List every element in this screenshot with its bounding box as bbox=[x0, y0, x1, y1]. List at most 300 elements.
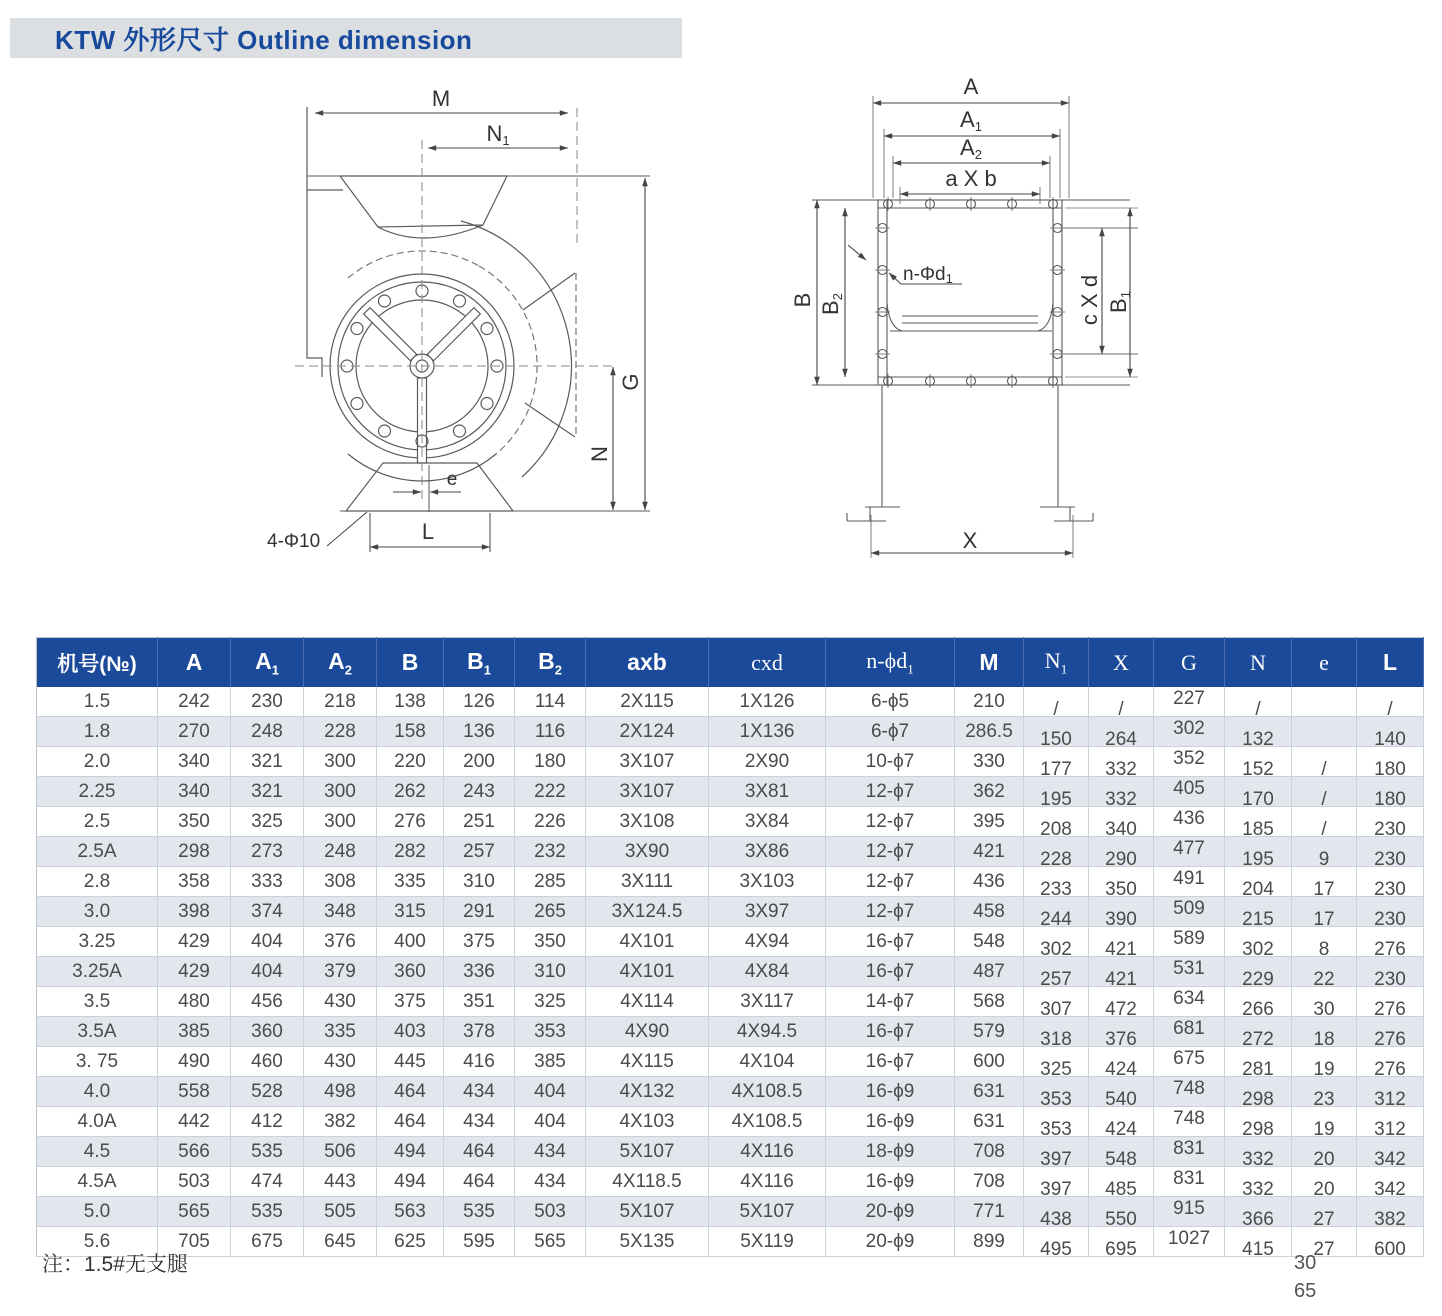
cell-r11-c8: 4X94.5 bbox=[709, 1017, 826, 1047]
cell-r11-c7: 4X90 bbox=[586, 1017, 709, 1047]
column-header-11: $N_1$ bbox=[1024, 638, 1089, 688]
cell-r6-c11: 233 bbox=[1024, 867, 1089, 897]
cell-r15-c8: 4X116 bbox=[709, 1137, 826, 1167]
cell-r1-c13: 302 bbox=[1154, 717, 1225, 747]
cell-r11-c10: 579 bbox=[955, 1017, 1024, 1047]
cell-r17-c2: 535 bbox=[231, 1197, 304, 1227]
cell-r10-c2: 456 bbox=[231, 987, 304, 1017]
cell-r3-c9: 12-ϕ7 bbox=[826, 777, 955, 807]
cell-r1-c3: 228 bbox=[304, 717, 377, 747]
table-header-row bbox=[37, 638, 1424, 688]
cell-r14-c15: 19 bbox=[1292, 1107, 1357, 1137]
cell-r15-c5: 464 bbox=[444, 1137, 515, 1167]
dim-label-A: A bbox=[963, 74, 979, 99]
cell-r9-c7: 4X101 bbox=[586, 957, 709, 987]
dim-label-A2: A2 bbox=[960, 135, 982, 162]
cell-r18-c5: 595 bbox=[444, 1227, 515, 1257]
cell-r8-c12: 421 bbox=[1089, 927, 1154, 957]
cell-r7-c9: 12-ϕ7 bbox=[826, 897, 955, 927]
cell-r4-c1: 350 bbox=[158, 807, 231, 837]
cell-r1-c14: 132 bbox=[1225, 717, 1292, 747]
cell-r16-c5: 464 bbox=[444, 1167, 515, 1197]
cell-r13-c3: 498 bbox=[304, 1077, 377, 1107]
cell-r8-c13: 589 bbox=[1154, 927, 1225, 957]
column-header-16: L bbox=[1357, 638, 1424, 688]
table-row-4.0A bbox=[37, 1107, 1424, 1137]
cell-r16-c4: 494 bbox=[377, 1167, 444, 1197]
cell-r9-c11: 257 bbox=[1024, 957, 1089, 987]
cell-r7-c15: 17 bbox=[1292, 897, 1357, 927]
cell-r8-c0: 3.25 bbox=[37, 927, 158, 957]
cell-r10-c15: 30 bbox=[1292, 987, 1357, 1017]
cell-r5-c7: 3X90 bbox=[586, 837, 709, 867]
cell-r0-c7: 2X115 bbox=[586, 687, 709, 717]
cell-r9-c6: 310 bbox=[515, 957, 586, 987]
cell-r7-c2: 374 bbox=[231, 897, 304, 927]
cell-r15-c10: 708 bbox=[955, 1137, 1024, 1167]
column-header-12: X bbox=[1089, 638, 1154, 688]
cell-r13-c14: 298 bbox=[1225, 1077, 1292, 1107]
dim-label-L: L bbox=[421, 519, 435, 544]
cell-r17-c15: 27 bbox=[1292, 1197, 1357, 1227]
cell-r5-c12: 290 bbox=[1089, 837, 1154, 867]
cell-r18-c6: 565 bbox=[515, 1227, 586, 1257]
cell-r3-c10: 362 bbox=[955, 777, 1024, 807]
cell-r8-c11: 302 bbox=[1024, 927, 1089, 957]
cell-r14-c0: 4.0A bbox=[37, 1107, 158, 1137]
cell-r0-c10: 210 bbox=[955, 687, 1024, 717]
cell-r2-c5: 200 bbox=[444, 747, 515, 777]
cell-r12-c2: 460 bbox=[231, 1047, 304, 1077]
cell-r18-c1: 705 bbox=[158, 1227, 231, 1257]
cell-r15-c15: 20 bbox=[1292, 1137, 1357, 1167]
dim-label-n-phi-d1: n-Φd1 bbox=[903, 264, 953, 286]
cell-r4-c3: 300 bbox=[304, 807, 377, 837]
dim-label-e: e bbox=[446, 469, 458, 490]
cell-r3-c8: 3X81 bbox=[709, 777, 826, 807]
cell-r7-c3: 348 bbox=[304, 897, 377, 927]
cell-r8-c1: 429 bbox=[158, 927, 231, 957]
cell-r5-c10: 421 bbox=[955, 837, 1024, 867]
cell-r11-c14: 272 bbox=[1225, 1017, 1292, 1047]
cell-r7-c7: 3X124.5 bbox=[586, 897, 709, 927]
cell-r5-c3: 248 bbox=[304, 837, 377, 867]
cell-r18-c3: 645 bbox=[304, 1227, 377, 1257]
dim-label-B: B bbox=[790, 292, 815, 308]
cell-r0-c8: 1X126 bbox=[709, 687, 826, 717]
table-row-2.5A bbox=[37, 837, 1424, 867]
cell-r7-c14: 215 bbox=[1225, 897, 1292, 927]
column-header-7: axb bbox=[586, 638, 709, 688]
cell-r1-c12: 264 bbox=[1089, 717, 1154, 747]
bolt-spec-label: 4-Φ10 bbox=[267, 531, 321, 552]
table-row-3.0 bbox=[37, 897, 1424, 927]
cell-r5-c16: 230 bbox=[1357, 837, 1424, 867]
fan-side-view-drawing bbox=[790, 60, 1220, 580]
cell-r18-c15: 27 bbox=[1292, 1227, 1357, 1257]
cell-r2-c2: 321 bbox=[231, 747, 304, 777]
cell-r9-c12: 421 bbox=[1089, 957, 1154, 987]
cell-r1-c6: 116 bbox=[515, 717, 586, 747]
cell-r16-c3: 443 bbox=[304, 1167, 377, 1197]
cell-r1-c8: 1X136 bbox=[709, 717, 826, 747]
cell-r2-c3: 300 bbox=[304, 747, 377, 777]
cell-r11-c4: 403 bbox=[377, 1017, 444, 1047]
stray-value: 65 bbox=[1294, 1280, 1317, 1302]
cell-r9-c0: 3.25A bbox=[37, 957, 158, 987]
table-row-3.25 bbox=[37, 927, 1424, 957]
cell-r13-c5: 434 bbox=[444, 1077, 515, 1107]
cell-r16-c2: 474 bbox=[231, 1167, 304, 1197]
cell-r2-c4: 220 bbox=[377, 747, 444, 777]
cell-r9-c9: 16-ϕ7 bbox=[826, 957, 955, 987]
cell-r7-c8: 3X97 bbox=[709, 897, 826, 927]
column-header-2: $A_1$ bbox=[231, 638, 304, 688]
cell-r15-c13: 831 bbox=[1154, 1137, 1225, 1167]
cell-r12-c5: 416 bbox=[444, 1047, 515, 1077]
table-row-2.25 bbox=[37, 777, 1424, 807]
cell-r7-c12: 390 bbox=[1089, 897, 1154, 927]
column-header-6: $B_2$ bbox=[515, 638, 586, 688]
cell-r14-c11: 353 bbox=[1024, 1107, 1089, 1137]
cell-r2-c1: 340 bbox=[158, 747, 231, 777]
cell-r4-c13: 436 bbox=[1154, 807, 1225, 837]
flange-bolts-top bbox=[884, 197, 1058, 211]
cell-r18-c14: 415 bbox=[1225, 1227, 1292, 1257]
cell-r14-c7: 4X103 bbox=[586, 1107, 709, 1137]
cell-r3-c12: 332 bbox=[1089, 777, 1154, 807]
cell-r0-c16: / bbox=[1357, 687, 1424, 717]
cell-r4-c6: 226 bbox=[515, 807, 586, 837]
cell-r14-c14: 298 bbox=[1225, 1107, 1292, 1137]
cell-r17-c6: 503 bbox=[515, 1197, 586, 1227]
cell-r12-c13: 675 bbox=[1154, 1047, 1225, 1077]
cell-r7-c10: 458 bbox=[955, 897, 1024, 927]
cell-r10-c1: 480 bbox=[158, 987, 231, 1017]
cell-r7-c11: 244 bbox=[1024, 897, 1089, 927]
cell-r16-c7: 4X118.5 bbox=[586, 1167, 709, 1197]
cell-r10-c5: 351 bbox=[444, 987, 515, 1017]
cell-r10-c9: 14-ϕ7 bbox=[826, 987, 955, 1017]
cell-r1-c4: 158 bbox=[377, 717, 444, 747]
table-row-2.8 bbox=[37, 867, 1424, 897]
cell-r2-c15: / bbox=[1292, 747, 1357, 777]
cell-r10-c8: 3X117 bbox=[709, 987, 826, 1017]
cell-r0-c0: 1.5 bbox=[37, 687, 158, 717]
cell-r16-c14: 332 bbox=[1225, 1167, 1292, 1197]
cell-r1-c10: 286.5 bbox=[955, 717, 1024, 747]
cell-r18-c0: 5.6 bbox=[37, 1227, 158, 1257]
cell-r0-c15 bbox=[1292, 687, 1357, 717]
cell-r10-c14: 266 bbox=[1225, 987, 1292, 1017]
cell-r11-c11: 318 bbox=[1024, 1017, 1089, 1047]
cell-r8-c2: 404 bbox=[231, 927, 304, 957]
cell-r11-c15: 18 bbox=[1292, 1017, 1357, 1047]
cell-r9-c16: 230 bbox=[1357, 957, 1424, 987]
cell-r0-c12: / bbox=[1089, 687, 1154, 717]
cell-r13-c16: 312 bbox=[1357, 1077, 1424, 1107]
table-row-4.0 bbox=[37, 1077, 1424, 1107]
cell-r10-c10: 568 bbox=[955, 987, 1024, 1017]
cell-r2-c14: 152 bbox=[1225, 747, 1292, 777]
cell-r6-c7: 3X111 bbox=[586, 867, 709, 897]
cell-r3-c7: 3X107 bbox=[586, 777, 709, 807]
table-row-3.5 bbox=[37, 987, 1424, 1017]
dim-label-N1: N1 bbox=[486, 121, 510, 148]
dim-label-G: G bbox=[618, 373, 643, 391]
cell-r15-c6: 434 bbox=[515, 1137, 586, 1167]
cell-r0-c14: / bbox=[1225, 687, 1292, 717]
cell-r11-c13: 681 bbox=[1154, 1017, 1225, 1047]
cell-r13-c11: 353 bbox=[1024, 1077, 1089, 1107]
cell-r18-c4: 625 bbox=[377, 1227, 444, 1257]
cell-r9-c8: 4X84 bbox=[709, 957, 826, 987]
fan-front-view-drawing bbox=[255, 80, 660, 580]
cell-r15-c14: 332 bbox=[1225, 1137, 1292, 1167]
cell-r0-c6: 114 bbox=[515, 687, 586, 717]
cell-r9-c10: 487 bbox=[955, 957, 1024, 987]
cell-r4-c2: 325 bbox=[231, 807, 304, 837]
cell-r11-c0: 3.5A bbox=[37, 1017, 158, 1047]
cell-r2-c8: 2X90 bbox=[709, 747, 826, 777]
cell-r14-c6: 404 bbox=[515, 1107, 586, 1137]
cell-r17-c14: 366 bbox=[1225, 1197, 1292, 1227]
cell-r7-c5: 291 bbox=[444, 897, 515, 927]
cell-r18-c2: 675 bbox=[231, 1227, 304, 1257]
cell-r15-c4: 494 bbox=[377, 1137, 444, 1167]
cell-r10-c4: 375 bbox=[377, 987, 444, 1017]
cell-r2-c11: 177 bbox=[1024, 747, 1089, 777]
cell-r13-c0: 4.0 bbox=[37, 1077, 158, 1107]
cell-r13-c6: 404 bbox=[515, 1077, 586, 1107]
cell-r11-c6: 353 bbox=[515, 1017, 586, 1047]
cell-r11-c9: 16-ϕ7 bbox=[826, 1017, 955, 1047]
cell-r16-c6: 434 bbox=[515, 1167, 586, 1197]
cell-r6-c2: 333 bbox=[231, 867, 304, 897]
cell-r13-c4: 464 bbox=[377, 1077, 444, 1107]
cell-r0-c11: / bbox=[1024, 687, 1089, 717]
cell-r1-c16: 140 bbox=[1357, 717, 1424, 747]
cell-r8-c8: 4X94 bbox=[709, 927, 826, 957]
cell-r6-c10: 436 bbox=[955, 867, 1024, 897]
table-row-1.5 bbox=[37, 687, 1424, 717]
cell-r16-c11: 397 bbox=[1024, 1167, 1089, 1197]
cell-r12-c8: 4X104 bbox=[709, 1047, 826, 1077]
cell-r9-c1: 429 bbox=[158, 957, 231, 987]
cell-r16-c16: 342 bbox=[1357, 1167, 1424, 1197]
column-header-0: 机号(№) bbox=[37, 638, 158, 688]
cell-r14-c1: 442 bbox=[158, 1107, 231, 1137]
cell-r12-c14: 281 bbox=[1225, 1047, 1292, 1077]
cell-r17-c8: 5X107 bbox=[709, 1197, 826, 1227]
cell-r6-c5: 310 bbox=[444, 867, 515, 897]
cell-r10-c6: 325 bbox=[515, 987, 586, 1017]
cell-r14-c9: 16-ϕ9 bbox=[826, 1107, 955, 1137]
cell-r4-c12: 340 bbox=[1089, 807, 1154, 837]
cell-r3-c0: 2.25 bbox=[37, 777, 158, 807]
cell-r3-c11: 195 bbox=[1024, 777, 1089, 807]
cell-r0-c4: 138 bbox=[377, 687, 444, 717]
cell-r18-c8: 5X119 bbox=[709, 1227, 826, 1257]
cell-r11-c2: 360 bbox=[231, 1017, 304, 1047]
column-header-15: e bbox=[1292, 638, 1357, 688]
table-row-3. 75 bbox=[37, 1047, 1424, 1077]
cell-r12-c15: 19 bbox=[1292, 1047, 1357, 1077]
cell-r4-c8: 3X84 bbox=[709, 807, 826, 837]
cell-r12-c0: 3. 75 bbox=[37, 1047, 158, 1077]
cell-r5-c11: 228 bbox=[1024, 837, 1089, 867]
cell-r6-c0: 2.8 bbox=[37, 867, 158, 897]
column-header-8: cxd bbox=[709, 638, 826, 688]
cell-r13-c8: 4X108.5 bbox=[709, 1077, 826, 1107]
cell-r1-c9: 6-ϕ7 bbox=[826, 717, 955, 747]
cell-r2-c9: 10-ϕ7 bbox=[826, 747, 955, 777]
cell-r3-c1: 340 bbox=[158, 777, 231, 807]
cell-r17-c13: 915 bbox=[1154, 1197, 1225, 1227]
cell-r5-c14: 195 bbox=[1225, 837, 1292, 867]
cell-r14-c12: 424 bbox=[1089, 1107, 1154, 1137]
cell-r12-c11: 325 bbox=[1024, 1047, 1089, 1077]
cell-r17-c16: 382 bbox=[1357, 1197, 1424, 1227]
table-row-5.6 bbox=[37, 1227, 1424, 1257]
cell-r6-c4: 335 bbox=[377, 867, 444, 897]
cell-r6-c3: 308 bbox=[304, 867, 377, 897]
cell-r2-c13: 352 bbox=[1154, 747, 1225, 777]
cell-r11-c3: 335 bbox=[304, 1017, 377, 1047]
cell-r1-c15 bbox=[1292, 717, 1357, 747]
cell-r3-c15: / bbox=[1292, 777, 1357, 807]
cell-r18-c10: 899 bbox=[955, 1227, 1024, 1257]
cell-r4-c16: 230 bbox=[1357, 807, 1424, 837]
table-row-4.5A bbox=[37, 1167, 1424, 1197]
table-row-2.5 bbox=[37, 807, 1424, 837]
cell-r13-c13: 748 bbox=[1154, 1077, 1225, 1107]
cell-r3-c6: 222 bbox=[515, 777, 586, 807]
cell-r0-c1: 242 bbox=[158, 687, 231, 717]
cell-r11-c12: 376 bbox=[1089, 1017, 1154, 1047]
cell-r4-c11: 208 bbox=[1024, 807, 1089, 837]
flange-bolts-sides bbox=[875, 224, 1065, 359]
cell-r8-c15: 8 bbox=[1292, 927, 1357, 957]
cell-r14-c2: 412 bbox=[231, 1107, 304, 1137]
cell-r12-c16: 276 bbox=[1357, 1047, 1424, 1077]
cell-r2-c10: 330 bbox=[955, 747, 1024, 777]
cell-r7-c6: 265 bbox=[515, 897, 586, 927]
cell-r6-c15: 17 bbox=[1292, 867, 1357, 897]
cell-r9-c2: 404 bbox=[231, 957, 304, 987]
cell-r17-c1: 565 bbox=[158, 1197, 231, 1227]
cell-r14-c16: 312 bbox=[1357, 1107, 1424, 1137]
cell-r7-c13: 509 bbox=[1154, 897, 1225, 927]
column-header-1: A bbox=[158, 638, 231, 688]
cell-r18-c12: 695 bbox=[1089, 1227, 1154, 1257]
cell-r18-c9: 20-ϕ9 bbox=[826, 1227, 955, 1257]
cell-r2-c7: 3X107 bbox=[586, 747, 709, 777]
dim-label-N: N bbox=[587, 446, 612, 462]
cell-r18-c16: 600 bbox=[1357, 1227, 1424, 1257]
cell-r3-c4: 262 bbox=[377, 777, 444, 807]
cell-r4-c14: 185 bbox=[1225, 807, 1292, 837]
cell-r3-c3: 300 bbox=[304, 777, 377, 807]
cell-r8-c5: 375 bbox=[444, 927, 515, 957]
dim-label-cxd: c X d bbox=[1077, 274, 1102, 326]
cell-r8-c7: 4X101 bbox=[586, 927, 709, 957]
cell-r0-c13: 227 bbox=[1154, 687, 1225, 717]
cell-r18-c11: 495 bbox=[1024, 1227, 1089, 1257]
dim-label-B1: B1 bbox=[1106, 291, 1133, 313]
cell-r3-c13: 405 bbox=[1154, 777, 1225, 807]
cell-r12-c1: 490 bbox=[158, 1047, 231, 1077]
cell-r7-c0: 3.0 bbox=[37, 897, 158, 927]
cell-r4-c4: 276 bbox=[377, 807, 444, 837]
cell-r2-c6: 180 bbox=[515, 747, 586, 777]
cell-r4-c7: 3X108 bbox=[586, 807, 709, 837]
cell-r3-c2: 321 bbox=[231, 777, 304, 807]
column-header-5: $B_1$ bbox=[444, 638, 515, 688]
cell-r17-c4: 563 bbox=[377, 1197, 444, 1227]
column-header-13: G bbox=[1154, 638, 1225, 688]
cell-r11-c1: 385 bbox=[158, 1017, 231, 1047]
cell-r14-c5: 434 bbox=[444, 1107, 515, 1137]
cell-r1-c1: 270 bbox=[158, 717, 231, 747]
cell-r14-c3: 382 bbox=[304, 1107, 377, 1137]
cell-r7-c16: 230 bbox=[1357, 897, 1424, 927]
cell-r13-c12: 540 bbox=[1089, 1077, 1154, 1107]
cell-r9-c5: 336 bbox=[444, 957, 515, 987]
cell-r15-c0: 4.5 bbox=[37, 1137, 158, 1167]
cell-r14-c13: 748 bbox=[1154, 1107, 1225, 1137]
cell-r15-c2: 535 bbox=[231, 1137, 304, 1167]
cell-r15-c16: 342 bbox=[1357, 1137, 1424, 1167]
cell-r8-c14: 302 bbox=[1225, 927, 1292, 957]
cell-r10-c11: 307 bbox=[1024, 987, 1089, 1017]
cell-r12-c10: 600 bbox=[955, 1047, 1024, 1077]
cell-r5-c2: 273 bbox=[231, 837, 304, 867]
column-header-10: M bbox=[955, 638, 1024, 688]
column-header-14: N bbox=[1225, 638, 1292, 688]
cell-r4-c9: 12-ϕ7 bbox=[826, 807, 955, 837]
cell-r10-c7: 4X114 bbox=[586, 987, 709, 1017]
cell-r6-c1: 358 bbox=[158, 867, 231, 897]
cell-r18-c7: 5X135 bbox=[586, 1227, 709, 1257]
dim-label-M: M bbox=[431, 86, 451, 111]
cell-r8-c3: 376 bbox=[304, 927, 377, 957]
cell-r4-c5: 251 bbox=[444, 807, 515, 837]
cell-r0-c3: 218 bbox=[304, 687, 377, 717]
cell-r12-c9: 16-ϕ7 bbox=[826, 1047, 955, 1077]
table-row-5.0 bbox=[37, 1197, 1424, 1227]
cell-r5-c4: 282 bbox=[377, 837, 444, 867]
stray-value: 30 bbox=[1294, 1252, 1317, 1274]
cell-r5-c6: 232 bbox=[515, 837, 586, 867]
cell-r10-c13: 634 bbox=[1154, 987, 1225, 1017]
flange-bolts-bottom bbox=[884, 374, 1058, 388]
cell-r8-c6: 350 bbox=[515, 927, 586, 957]
cell-r5-c13: 477 bbox=[1154, 837, 1225, 867]
cell-r2-c0: 2.0 bbox=[37, 747, 158, 777]
cell-r8-c10: 548 bbox=[955, 927, 1024, 957]
cell-r17-c5: 535 bbox=[444, 1197, 515, 1227]
cell-r10-c16: 276 bbox=[1357, 987, 1424, 1017]
cell-r0-c9: 6-ϕ5 bbox=[826, 687, 955, 717]
cell-r13-c7: 4X132 bbox=[586, 1077, 709, 1107]
cell-r17-c10: 771 bbox=[955, 1197, 1024, 1227]
cell-r5-c9: 12-ϕ7 bbox=[826, 837, 955, 867]
cell-r7-c1: 398 bbox=[158, 897, 231, 927]
cell-r12-c4: 445 bbox=[377, 1047, 444, 1077]
cell-r5-c5: 257 bbox=[444, 837, 515, 867]
cell-r2-c16: 180 bbox=[1357, 747, 1424, 777]
